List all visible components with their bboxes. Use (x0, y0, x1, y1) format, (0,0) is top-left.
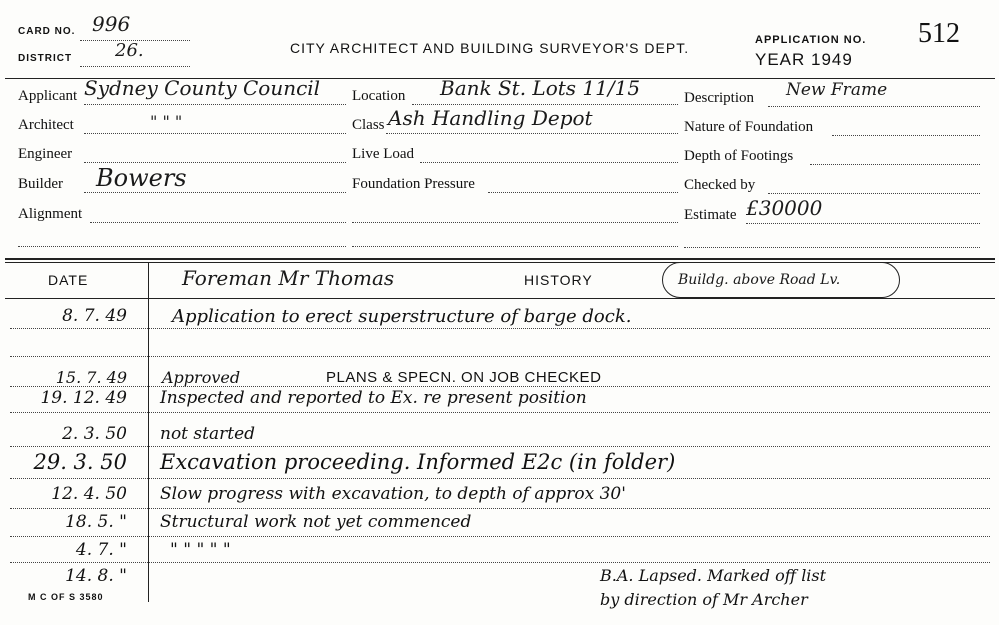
note: Buildg. above Road Lv. (678, 272, 841, 288)
row-text: Inspected and reported to Ex. re present position (160, 388, 587, 408)
row-rule (10, 536, 990, 537)
applicant-value: Sydney County Council (84, 76, 321, 100)
row-rule (10, 446, 990, 447)
foundation-pressure-label: Foundation Pressure (352, 176, 475, 192)
row-date: 29. 3. 50 (33, 450, 127, 474)
row-rule (10, 386, 990, 387)
estimate-line (746, 223, 980, 224)
builder-label: Builder (18, 176, 63, 192)
row-text: Approved (162, 368, 241, 387)
row-rule (10, 356, 990, 357)
class-line (386, 133, 678, 134)
date-header: DATE (48, 272, 89, 288)
form-code: M C OF S 3580 (28, 592, 104, 602)
card-no-label: CARD NO. (18, 26, 76, 37)
nature-of-foundation-line (832, 135, 980, 136)
application-number: 512 (918, 18, 960, 49)
description-value: New Frame (786, 80, 888, 100)
row-date: 14. 8. " (65, 566, 127, 586)
row-text: not started (160, 424, 256, 444)
row-rule (10, 562, 990, 563)
location-label: Location (352, 88, 406, 104)
checked-by-line (768, 193, 980, 194)
row-date: 8. 7. 49 (62, 306, 127, 326)
checked-by-label: Checked by (684, 177, 756, 193)
live-load-label: Live Load (352, 146, 415, 162)
district-line (80, 66, 190, 67)
row-text: Application to erect superstructure of barge dock. (172, 306, 632, 327)
builder-line (84, 192, 346, 193)
nature-of-foundation-label: Nature of Foundation (684, 119, 814, 135)
row-text: " " " " " (170, 540, 231, 560)
class-value: Ash Handling Depot (388, 106, 593, 130)
card-no-value: 996 (92, 12, 131, 36)
row-text: Slow progress with excavation, to depth of approx 30' (160, 484, 626, 504)
row-date: 18. 5. " (65, 512, 127, 532)
row-rule (10, 412, 990, 413)
alignment-line-2 (18, 246, 346, 247)
class-label: Class (352, 117, 385, 133)
district-label: DISTRICT (18, 53, 73, 64)
location-line (412, 104, 678, 105)
live-load-line (420, 162, 678, 163)
row-date: 15. 7. 49 (55, 368, 127, 387)
alignment-label: Alignment (18, 206, 83, 222)
architect-line (84, 133, 346, 134)
applicant-line (84, 104, 346, 105)
builder-value: Bowers (96, 164, 187, 192)
row-date: 12. 4. 50 (51, 484, 127, 504)
plans-stamp: PLANS & SPECN. ON JOB CHECKED (326, 369, 602, 386)
application-label: APPLICATION NO. (755, 34, 867, 46)
estimate-value: £30000 (746, 196, 823, 220)
year: YEAR 1949 (755, 50, 853, 69)
last-line: by direction of Mr Archer (600, 590, 808, 609)
column2-line-6 (352, 246, 678, 247)
alignment-line (90, 222, 346, 223)
description-label: Description (684, 90, 754, 106)
depth-of-footings-label: Depth of Footings (684, 148, 794, 164)
column2-line-5 (352, 222, 678, 223)
row-date: 19. 12. 49 (40, 388, 127, 408)
row-text: Excavation proceeding. Informed E2c (in folder) (160, 450, 676, 474)
date-column-divider (148, 262, 149, 602)
district-value: 26. (115, 40, 144, 61)
depth-of-footings-line (810, 164, 980, 165)
architect-label: Architect (18, 117, 74, 133)
row-text: Structural work not yet commenced (160, 512, 472, 532)
row-date: 2. 3. 50 (62, 424, 127, 444)
row-rule (10, 478, 990, 479)
history-header-rule (5, 298, 995, 299)
applicant-label: Applicant (18, 88, 78, 104)
engineer-line (84, 162, 346, 163)
foreman: Foreman Mr Thomas (182, 266, 395, 290)
architect-value: " " " (150, 112, 183, 131)
description-line (768, 106, 980, 107)
row-date: 4. 7. " (75, 540, 127, 560)
row-text: B.A. Lapsed. Marked off list (600, 566, 827, 585)
location-value: Bank St. Lots 11/15 (440, 76, 641, 100)
engineer-label: Engineer (18, 146, 73, 162)
department-title: CITY ARCHITECT AND BUILDING SURVEYOR'S DEPT. (290, 40, 690, 56)
history-header: HISTORY (524, 272, 593, 288)
row-rule (10, 328, 990, 329)
estimate-label: Estimate (684, 207, 737, 223)
row-rule (10, 508, 990, 509)
history-top-rule (5, 258, 995, 260)
column3-line-6 (684, 247, 980, 248)
foundation-pressure-line (488, 192, 678, 193)
